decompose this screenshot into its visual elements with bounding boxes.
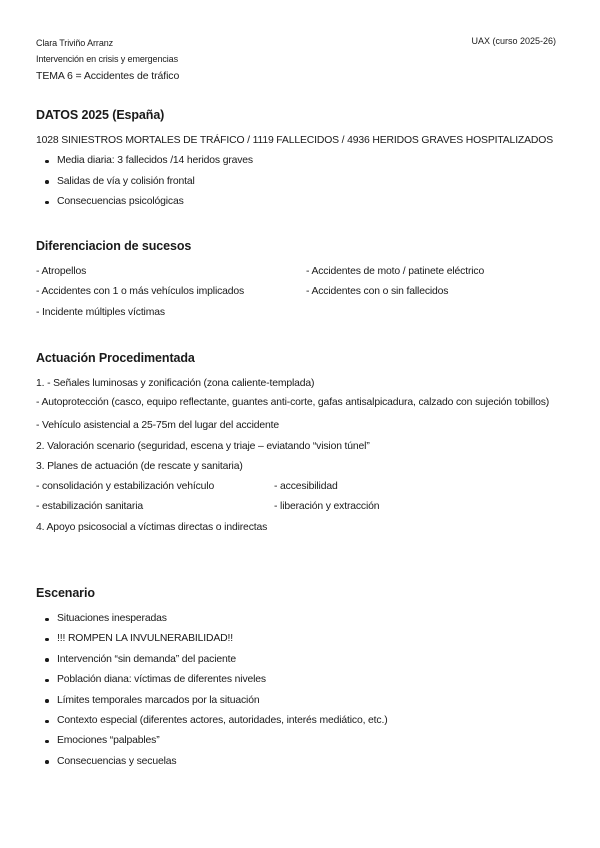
actuacion-row bbox=[36, 497, 566, 517]
section-title: DATOS 2025 (España) bbox=[36, 108, 165, 122]
course-label: UAX (curso 2025-26) bbox=[471, 36, 556, 46]
section-title: Actuación Procedimentada bbox=[36, 351, 195, 365]
section-title: Diferenciacion de sucesos bbox=[36, 239, 192, 253]
suceso-item: - Accidentes con 1 o más vehículos implicados bbox=[36, 286, 245, 298]
topic-title: TEMA 6 = Accidentes de tráfico bbox=[36, 70, 180, 82]
actuacion-item: - accesibilidad bbox=[274, 481, 338, 493]
list-item: Población diana: víctimas de diferentes niveles bbox=[36, 670, 566, 690]
suceso-item: - Incidente múltiples víctimas bbox=[36, 306, 165, 318]
section-diferenciacion bbox=[36, 239, 566, 323]
list-item: Contexto especial (diferentes actores, autoridades, interés mediático, etc.) bbox=[36, 711, 566, 731]
list-item: Media diaria: 3 fallecidos /14 heridos graves bbox=[36, 151, 566, 171]
list-item: Situaciones inesperadas bbox=[36, 609, 566, 629]
escenario-list bbox=[36, 609, 566, 772]
actuacion-step: - Autoprotección (casco, equipo reflectante, guantes anti-corte, gafas antisalpicadura, calzado con sujeción tobillos) bbox=[36, 397, 550, 409]
actuacion-step: - Vehículo asistencial a 25-75m del lugar del accidente bbox=[36, 420, 280, 432]
section-escenario bbox=[36, 586, 566, 772]
list-item: Intervención “sin demanda” del paciente bbox=[36, 650, 566, 670]
list-item: !!! ROMPEN LA INVULNERABILIDAD!! bbox=[36, 629, 566, 649]
author-name: Clara Triviño Arranz bbox=[36, 38, 114, 48]
datos-summary: 1028 SINIESTROS MORTALES DE TRÁFICO / 1119 FALLECIDOS / 4936 HERIDOS GRAVES HOSPITALIZADOS bbox=[36, 135, 553, 146]
suceso-item: - Atropellos bbox=[36, 266, 87, 277]
section-datos bbox=[36, 108, 566, 213]
page-header bbox=[36, 36, 179, 85]
sucesos-row bbox=[36, 282, 566, 302]
sucesos-row bbox=[36, 303, 566, 323]
actuacion-row bbox=[36, 477, 566, 497]
section-title: Escenario bbox=[36, 586, 95, 600]
actuacion-step: 4. Apoyo psicosocial a víctimas directas o indirectas bbox=[36, 521, 268, 533]
actuacion-item: - liberación y extracción bbox=[274, 501, 380, 513]
actuacion-step: 2. Valoración scenario (seguridad, escena y triaje – eviatando “vision túnel” bbox=[36, 440, 370, 452]
list-item: Emociones “palpables” bbox=[36, 731, 566, 751]
list-item: Límites temporales marcados por la situación bbox=[36, 691, 566, 711]
list-item: Salidas de vía y colisión frontal bbox=[36, 172, 566, 192]
list-item: Consecuencias y secuelas bbox=[36, 752, 566, 772]
suceso-item: - Accidentes con o sin fallecidos bbox=[306, 286, 449, 298]
list-item: Consecuencias psicológicas bbox=[36, 192, 566, 212]
actuacion-step: 1. - Señales luminosas y zonificación (zona caliente-templada) bbox=[36, 378, 315, 389]
suceso-item: - Accidentes de moto / patinete eléctrico bbox=[306, 266, 485, 277]
actuacion-item: - estabilización sanitaria bbox=[36, 501, 143, 513]
actuacion-step: 3. Planes de actuación (de rescate y sanitaria) bbox=[36, 460, 243, 472]
actuacion-item: - consolidación y estabilización vehículo bbox=[36, 481, 215, 493]
sucesos-row bbox=[36, 262, 566, 282]
datos-list bbox=[36, 151, 566, 212]
section-actuacion bbox=[36, 351, 566, 538]
subject-name: Intervención en crisis y emergencias bbox=[36, 53, 178, 64]
